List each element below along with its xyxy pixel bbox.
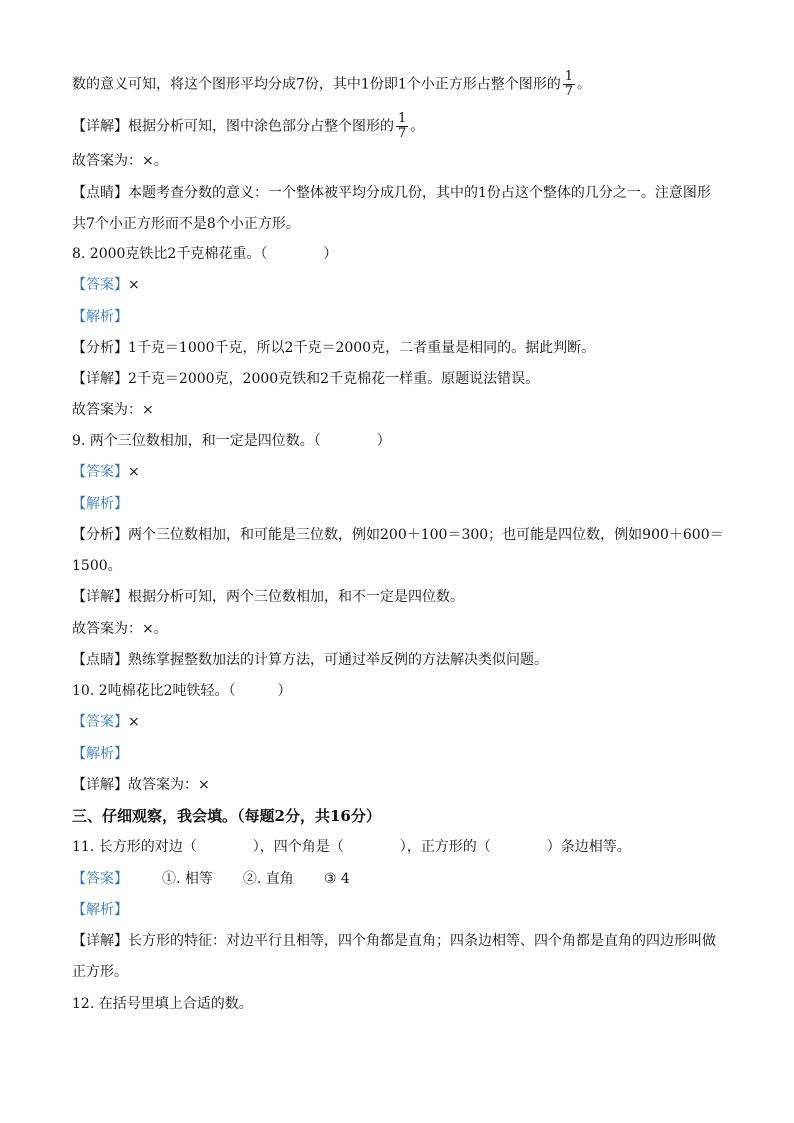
text-line [72, 112, 424, 141]
answer-value: ③ 4 [323, 871, 350, 887]
detail-tag: 【详解】 [72, 933, 128, 949]
text-segment: 熟练掌握整数加法的计算方法，可通过举反例的方法解决类似问题。 [128, 652, 548, 668]
comment-tag: 【点睛】 [72, 185, 128, 201]
detail-tag: 【详解】 [72, 371, 128, 387]
text-segment: 。 [410, 118, 425, 135]
question-11: 11. 长方形的对边（ ），四个角是（ ），正方形的（ ）条边相等。 [72, 839, 631, 855]
answer-conclusion: 故答案为：×。 [72, 153, 168, 169]
answer-value: ②. 直角 [242, 871, 294, 887]
text-line [72, 526, 724, 544]
text-line: 正方形。 [72, 964, 128, 980]
section-heading: 三、仔细观察，我会填。（每题2分，共16分） [72, 807, 381, 825]
text-line [72, 588, 464, 606]
answer-tag: 【答案】 [72, 277, 128, 293]
fraction-numerator: 1 [398, 111, 407, 126]
detail-tag: 【详解】 [72, 589, 128, 605]
text-line [72, 651, 548, 669]
text-line: 1500。 [72, 558, 122, 574]
text-segment: 本题考查分数的意义：一个整体被平均分成几份，其中的1份占这个整体的几分之一。注意图形 [128, 185, 711, 201]
fraction-numerator: 1 [564, 69, 574, 84]
text-segment: 长方形的特征：对边平行且相等，四个角都是直角；四条边相等、四个角都是直角的四边形叫做 [128, 933, 716, 949]
fraction-denominator: 7 [398, 126, 407, 141]
answer-tag: 【答案】 [72, 871, 128, 887]
answer-value: × [128, 714, 140, 730]
analysis-tag: 【解析】 [72, 902, 128, 918]
analysis-tag: 【解析】 [72, 746, 128, 762]
fraction [563, 70, 575, 99]
answer-tag: 【答案】 [72, 464, 128, 480]
text-line [72, 70, 591, 99]
answer-line [72, 870, 350, 888]
question-12: 12. 在括号里填上合适的数。 [72, 996, 253, 1012]
analysis-tag: 【解析】 [72, 496, 128, 512]
text-segment: 。 [577, 76, 592, 93]
question-10: 10. 2吨棉花比2吨铁轻。（ ） [72, 683, 292, 699]
question-8: 8. 2000克铁比2千克棉花重。（ ） [72, 246, 338, 262]
text-line [72, 339, 595, 357]
detail-tag: 【详解】 [72, 777, 128, 793]
answer-value: × [128, 277, 140, 293]
text-line: 共7个小正方形而不是8个小正方形。 [72, 216, 300, 232]
answer-value: ①. 相等 [162, 871, 213, 887]
answer-value: × [128, 464, 140, 480]
answer-line [72, 276, 140, 294]
text-line [72, 370, 539, 388]
text-line [72, 932, 716, 950]
answer-conclusion: 故答案为：× [72, 402, 154, 418]
answer-tag: 【答案】 [72, 714, 128, 730]
answer-conclusion: 故答案为：×。 [72, 621, 168, 637]
text-segment: 根据分析可知，图中涂色部分占整个图形的 [128, 118, 394, 135]
comment-tag: 【点睛】 [72, 652, 128, 668]
analysis-label: 【分析】 [72, 340, 128, 356]
answer-line [72, 713, 140, 731]
text-line [72, 184, 711, 202]
question-9: 9. 两个三位数相加，和一定是四位数。（ ） [72, 433, 391, 449]
text-segment: 两个三位数相加，和可能是三位数，例如200＋100＝300；也可能是四位数，例如900＋600＝ [128, 527, 724, 543]
analysis-tag: 【解析】 [72, 309, 128, 325]
text-segment: 故答案为：× [128, 777, 210, 793]
text-segment: 根据分析可知，两个三位数相加，和不一定是四位数。 [128, 589, 464, 605]
analysis-label: 【分析】 [72, 527, 128, 543]
fraction [396, 112, 408, 141]
text-segment: 1千克＝1000千克，所以2千克＝2000克，二者重量是相同的。据此判断。 [128, 340, 596, 356]
detail-tag: 【详解】 [72, 118, 128, 135]
text-segment: 数的意义可知，将这个图形平均分成7份，其中1份即1个小正方形占整个图形的 [72, 76, 561, 93]
answer-line [72, 463, 140, 481]
text-segment: 2千克＝2000克，2000克铁和2千克棉花一样重。原题说法错误。 [128, 371, 540, 387]
text-line [72, 776, 210, 794]
fraction-denominator: 7 [564, 84, 574, 99]
